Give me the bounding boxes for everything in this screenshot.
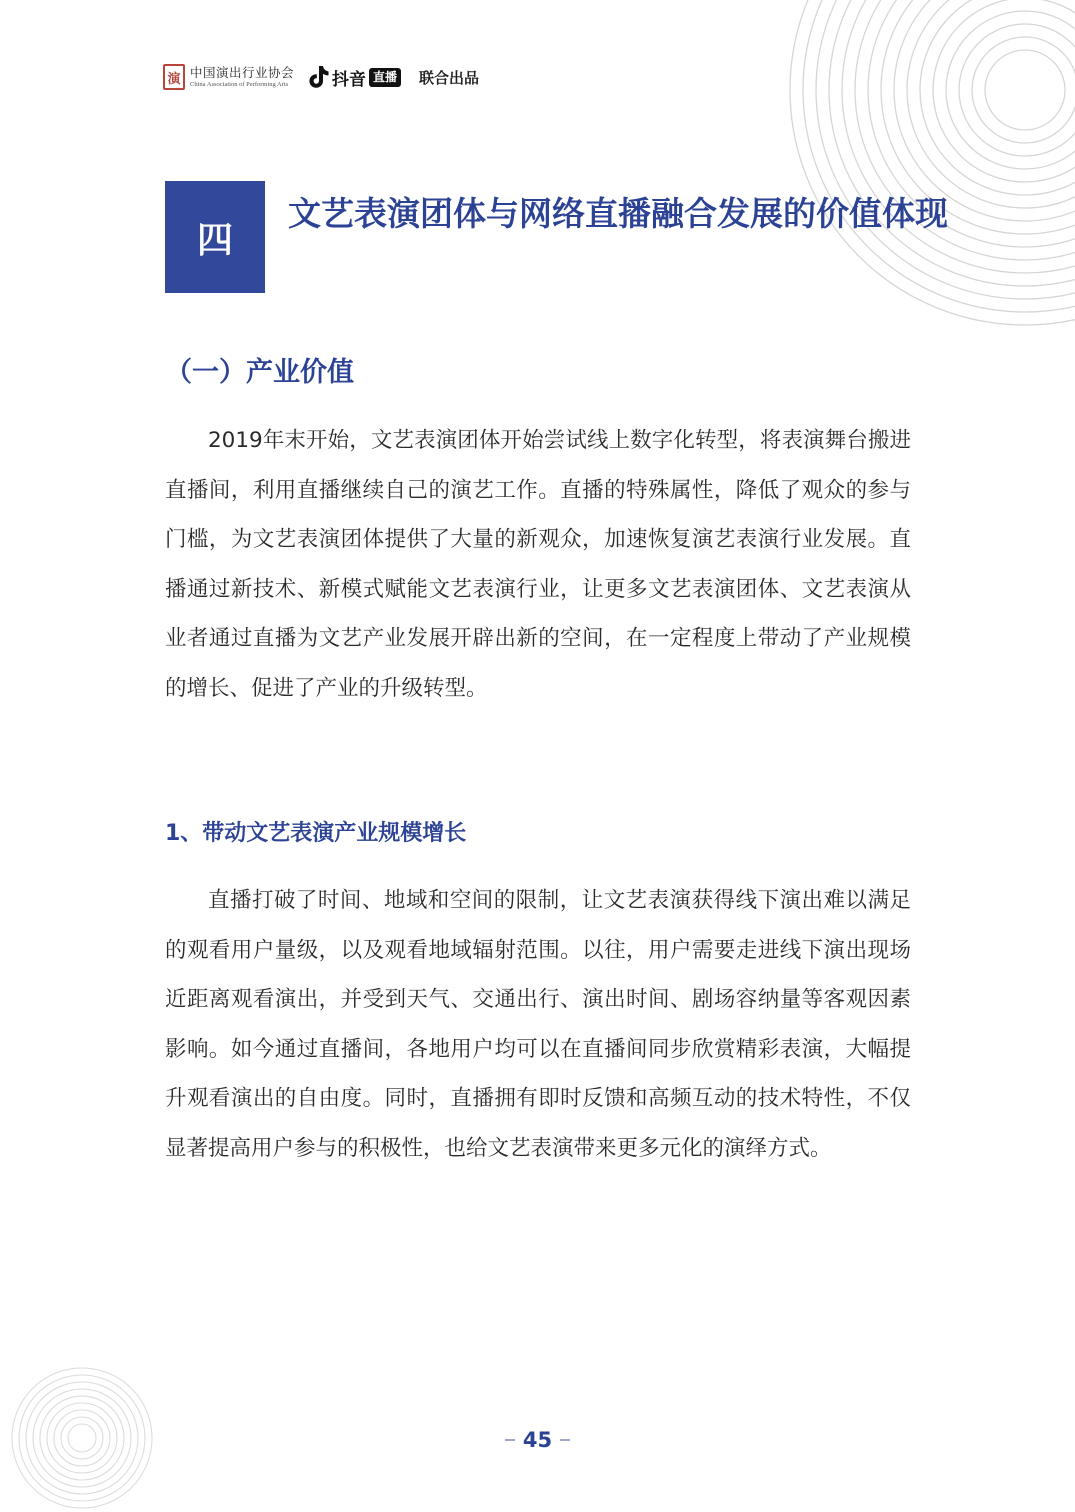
subsection-paragraph: 直播打破了时间、地域和空间的限制，让文艺表演获得线下演出难以满足的观看用户量级，以及观看地域辐射范围。以往，用户需要走进线下演出现场近距离观看演出，并受到天气、交通出行、演出时间、剧场容纳量等客观因素影响。如今通过直播间，各地用户均可以在直播间同步欣赏精彩表演，大幅提升观看演出的自由度。同时，直播拥有即时反馈和高频互动的技术特性，不仅显著提高用户参与的积极性，也给文艺表演带来更多元化的演绎方式。 <box>165 888 911 1161</box>
decorative-ring <box>985 50 1065 130</box>
page-number-dash-left <box>505 1439 515 1441</box>
douyin-brand-name: 抖音 <box>332 69 367 90</box>
decorative-ring <box>972 37 1075 143</box>
douyin-note-icon <box>308 65 330 89</box>
chapter-number: 四 <box>196 219 233 261</box>
page-number-footer <box>0 1428 1075 1452</box>
chapter-title: 文艺表演团体与网络直播融合发展的价值体现 <box>288 194 948 233</box>
subsection-heading: 1、带动文艺表演产业规模增长 <box>165 821 467 846</box>
chapter-number-box <box>165 181 265 293</box>
page-number: 45 <box>522 1428 553 1452</box>
publisher-header <box>163 60 479 94</box>
decorative-ring <box>946 11 1075 169</box>
co-produced-label: 联合出品 <box>419 68 480 87</box>
association-name <box>190 66 294 89</box>
section-paragraph: 2019年末开始，文艺表演团体开始尝试线上数字化转型，将表演舞台搬进直播间，利用直播继续自己的演艺工作。直播的特殊属性，降低了观众的参与门槛，为文艺表演团体提供了大量的新观众，加速恢复演艺表演行业发展。直播通过新技术、新模式赋能文艺表演行业，让更多文艺表演团体、文艺表演从业者通过直播为文艺产业发展开辟出新的空间，在一定程度上带动了产业规模的增长、促进了产业的升级转型。 <box>165 428 911 701</box>
association-name-cn: 中国演出行业协会 <box>190 64 295 80</box>
decorative-ring <box>959 24 1075 156</box>
page-number-dash-right <box>560 1439 570 1441</box>
association-seal-logo <box>163 64 185 90</box>
live-badge: 直播 <box>369 68 401 87</box>
seal-character: 演 <box>167 71 181 87</box>
association-name-en: China Association of Performing Arts <box>190 80 289 88</box>
decorative-ring <box>907 0 1075 208</box>
section-heading: （一）产业价值 <box>165 357 354 388</box>
